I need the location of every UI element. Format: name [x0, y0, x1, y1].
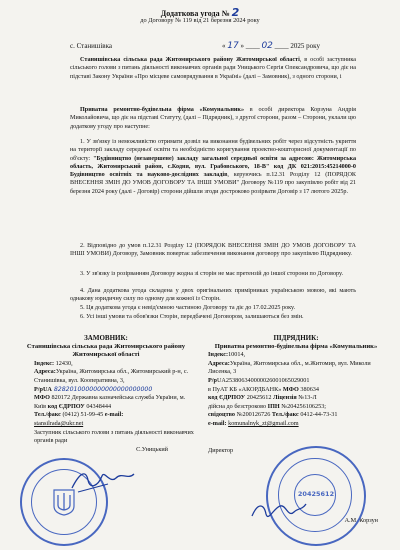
customer-signature-icon [68, 466, 138, 496]
clause-3 [70, 270, 356, 278]
clause-2-text: 2. Відповідно до умов п.12.31 Розділу 12 (ПОРЯДОК ВНЕСЕННЯ ЗМІН ДО УМОВ ДОГОВОРУ ТА ІНШІ УМОВИ) Договору, Замовник повертає забезпечення виконання договору про закупівлю Підряднику. [70, 243, 356, 258]
customer-account-label: Р/рUA [34, 385, 52, 393]
customer-account: 8282010000000000000000000 [51, 385, 153, 393]
contractor-details [206, 351, 386, 524]
clause-1-text: 1. У зв'язку із неможливістю отримати дозвіл на виконання будівельних робіт через відсутність укриття на території закладу середньої освіти та необхідністю коригування проектно-кошторисної документації по об'єкту: [70, 139, 356, 162]
intro-paragraph-2 [70, 106, 356, 131]
intro-paragraph [70, 56, 356, 81]
contractor-signer-name: А.М. Корзун [344, 517, 378, 524]
contractor-org: Приватна ремонтно-будівельна фірма «Комунальник» [214, 342, 378, 350]
contractor-license-label: Ліцензія [272, 394, 297, 402]
contractor-heading: ПІДРЯДНИК: [273, 334, 319, 342]
customer-signer-position: Заступник сільського голови з питань діяльності виконавчих органів ради [34, 428, 194, 445]
contractor-mfo-label: МФО [282, 385, 299, 393]
customer-details [16, 360, 196, 455]
clause-5-text: 5. Ця додаткова угода є невід'ємною частиною Договору та діє до 17.02.2025 року. [80, 305, 296, 311]
contractor-phone-label: Тел./факс [271, 411, 299, 419]
contractor-account: UA253806340000026001065029001 [216, 376, 310, 384]
customer-org: Станишівська сільська рада Житомирського району Житомирської області [26, 342, 186, 359]
customer-edrpou-label: код ЄДРПОУ [47, 402, 85, 410]
clause-1-text-end: , керуючись п.12.31 Розділу 12 (ПОРЯДОК ВНЕСЕННЯ ЗМІН ДО УМОВ ДОГОВОРУ ТА ІНШІ УМОВИ" Договору №119 про закупівлю робіт від 21 березня 2024 року (далі - Договір) сторони дійшли згоди достроково розірвати Договір з 17 лютого 2025р. [70, 172, 356, 195]
contractor-cert: №200126726 [235, 411, 271, 419]
place-of-signing: с. Станишівка [70, 42, 112, 50]
title-prefix: Додаткова угода № [160, 9, 230, 18]
customer-heading: ЗАМОВНИК: [84, 334, 128, 342]
customer-mfo-label: МФО [34, 394, 50, 402]
clause-5 [70, 304, 356, 312]
customer-mfo: 820172 Державна казначейська служба України, м. Київ [34, 394, 186, 410]
clause-4 [70, 287, 356, 304]
contractor-edrpou-label: код ЄДРПОУ [208, 394, 246, 402]
clause-6-text: 6. Усі інші умови та обов'язки Сторін, передбачені Договором, залишаються без змін. [80, 314, 304, 320]
contractor-seal-stamp [266, 446, 366, 546]
customer-index: 12430, [54, 359, 73, 367]
date-close-quote: » [240, 42, 244, 50]
clause-1 [70, 138, 356, 196]
contractor-signature-icon [248, 498, 308, 524]
date-month: 02 [261, 41, 273, 51]
contractor-address: Україна, Житомирська обл., м.Житомир, вул. Миколи Лисенка, 3 [208, 359, 371, 376]
customer-address: Україна, Житомирська обл., Житомирський р-н, с. Станишівка, вул. Кооперативна, 3, [34, 368, 189, 384]
clause-4-text: 4. Дана додаткова угода складена у двох оригінальних примірниках українською мовою, які мають однакову юридичну силу по одному для кожної із Сторін. [70, 288, 356, 303]
contractor-license-validity: дійсна до безстроково [208, 402, 267, 410]
signing-date [222, 41, 320, 51]
party2-details: в особі директора Корзуна Андрія Миколайовича, що діє на підставі Статуту, (далі – Підрядник), з другої сторони, разом – Сторони, уклали цю додаткову угоду про наступне: [70, 107, 356, 130]
customer-address-label: Адреса: [34, 368, 56, 376]
customer-phone-label: Тел./факс [34, 411, 61, 419]
date-underline-2: ____ [274, 42, 289, 50]
contractor-index-label: Індекс: [208, 351, 229, 359]
clause-1-object: "Будівництво (незавершене) закладу загальної середньої освіти за адресою: Житомирська область, Житомирський район, с.Кодня, вул. Грабовського, 18-В" код ДК 021:2015:45214000-0 Будівництво освітніх та науково-дослідних закладів [70, 155, 357, 179]
contractor-block [206, 334, 386, 524]
date-day: 17 [227, 41, 239, 51]
contractor-signer-position: Директор [208, 446, 234, 454]
customer-block [16, 334, 196, 454]
customer-email: stansilrada@ukr.net [34, 419, 84, 427]
party1-name: Станишівська сільська рада Житомирського району Житомирської області [80, 57, 300, 63]
contractor-edrpou: 20425612 [245, 394, 272, 402]
party2-name: Приватна ремонтно-будівельна фірма «Комунальник» [80, 107, 245, 113]
contractor-phone: 0412-44-73-31 [298, 411, 338, 419]
contractor-seal-code: 20425612 [297, 490, 335, 498]
contractor-mfo: 380634 [298, 385, 319, 393]
date-open-quote: « [222, 42, 226, 50]
contractor-index: 10014, [228, 351, 246, 359]
customer-email-label: e-mail: [104, 411, 124, 419]
contractor-address-label: Адреса: [208, 359, 230, 367]
contractor-license: №13-Л [296, 394, 317, 402]
customer-signer-name: С.Уницький [136, 445, 168, 453]
contractor-cert-label: свідоцтво [208, 411, 236, 419]
customer-phone: (0412) 51-99-45 [60, 411, 104, 419]
party1-details: , в особі заступника сільського голови з питань діяльності виконавчих органів ради Уницького Сергія Олександровича, що діє на підставі Закону України «Про місцеве самоврядування в Україні» (далі – Замовник), з одного сторони, і [70, 57, 356, 80]
clause-2 [70, 242, 356, 259]
clause-6 [70, 313, 356, 321]
document-subtitle: до Договору № 119 від 21 березня 2024 року [140, 17, 260, 24]
contractor-email: komunalnyk_zt@gmail.com [228, 419, 299, 427]
contractor-email-label: e-mail: [208, 419, 227, 427]
customer-edrpou: 04348444 [84, 402, 112, 410]
contractor-ipn-label: ІПН [267, 402, 280, 410]
contractor-ipn: №204256106253; [279, 402, 327, 410]
clause-3-text: 3. У зв'язку із розірванням Договору жодна зі сторін не має претензій до іншої сторони по Договору. [80, 271, 344, 277]
contractor-account-label: Р/р [208, 376, 217, 384]
agreement-number: 2 [231, 6, 240, 19]
date-year: 2025 року [290, 42, 320, 50]
date-underline: ____ [245, 42, 260, 50]
contractor-bank: в ПуАТ КБ «АКОРДБАНК» [208, 385, 282, 393]
customer-index-label: Індекс: [34, 359, 55, 367]
